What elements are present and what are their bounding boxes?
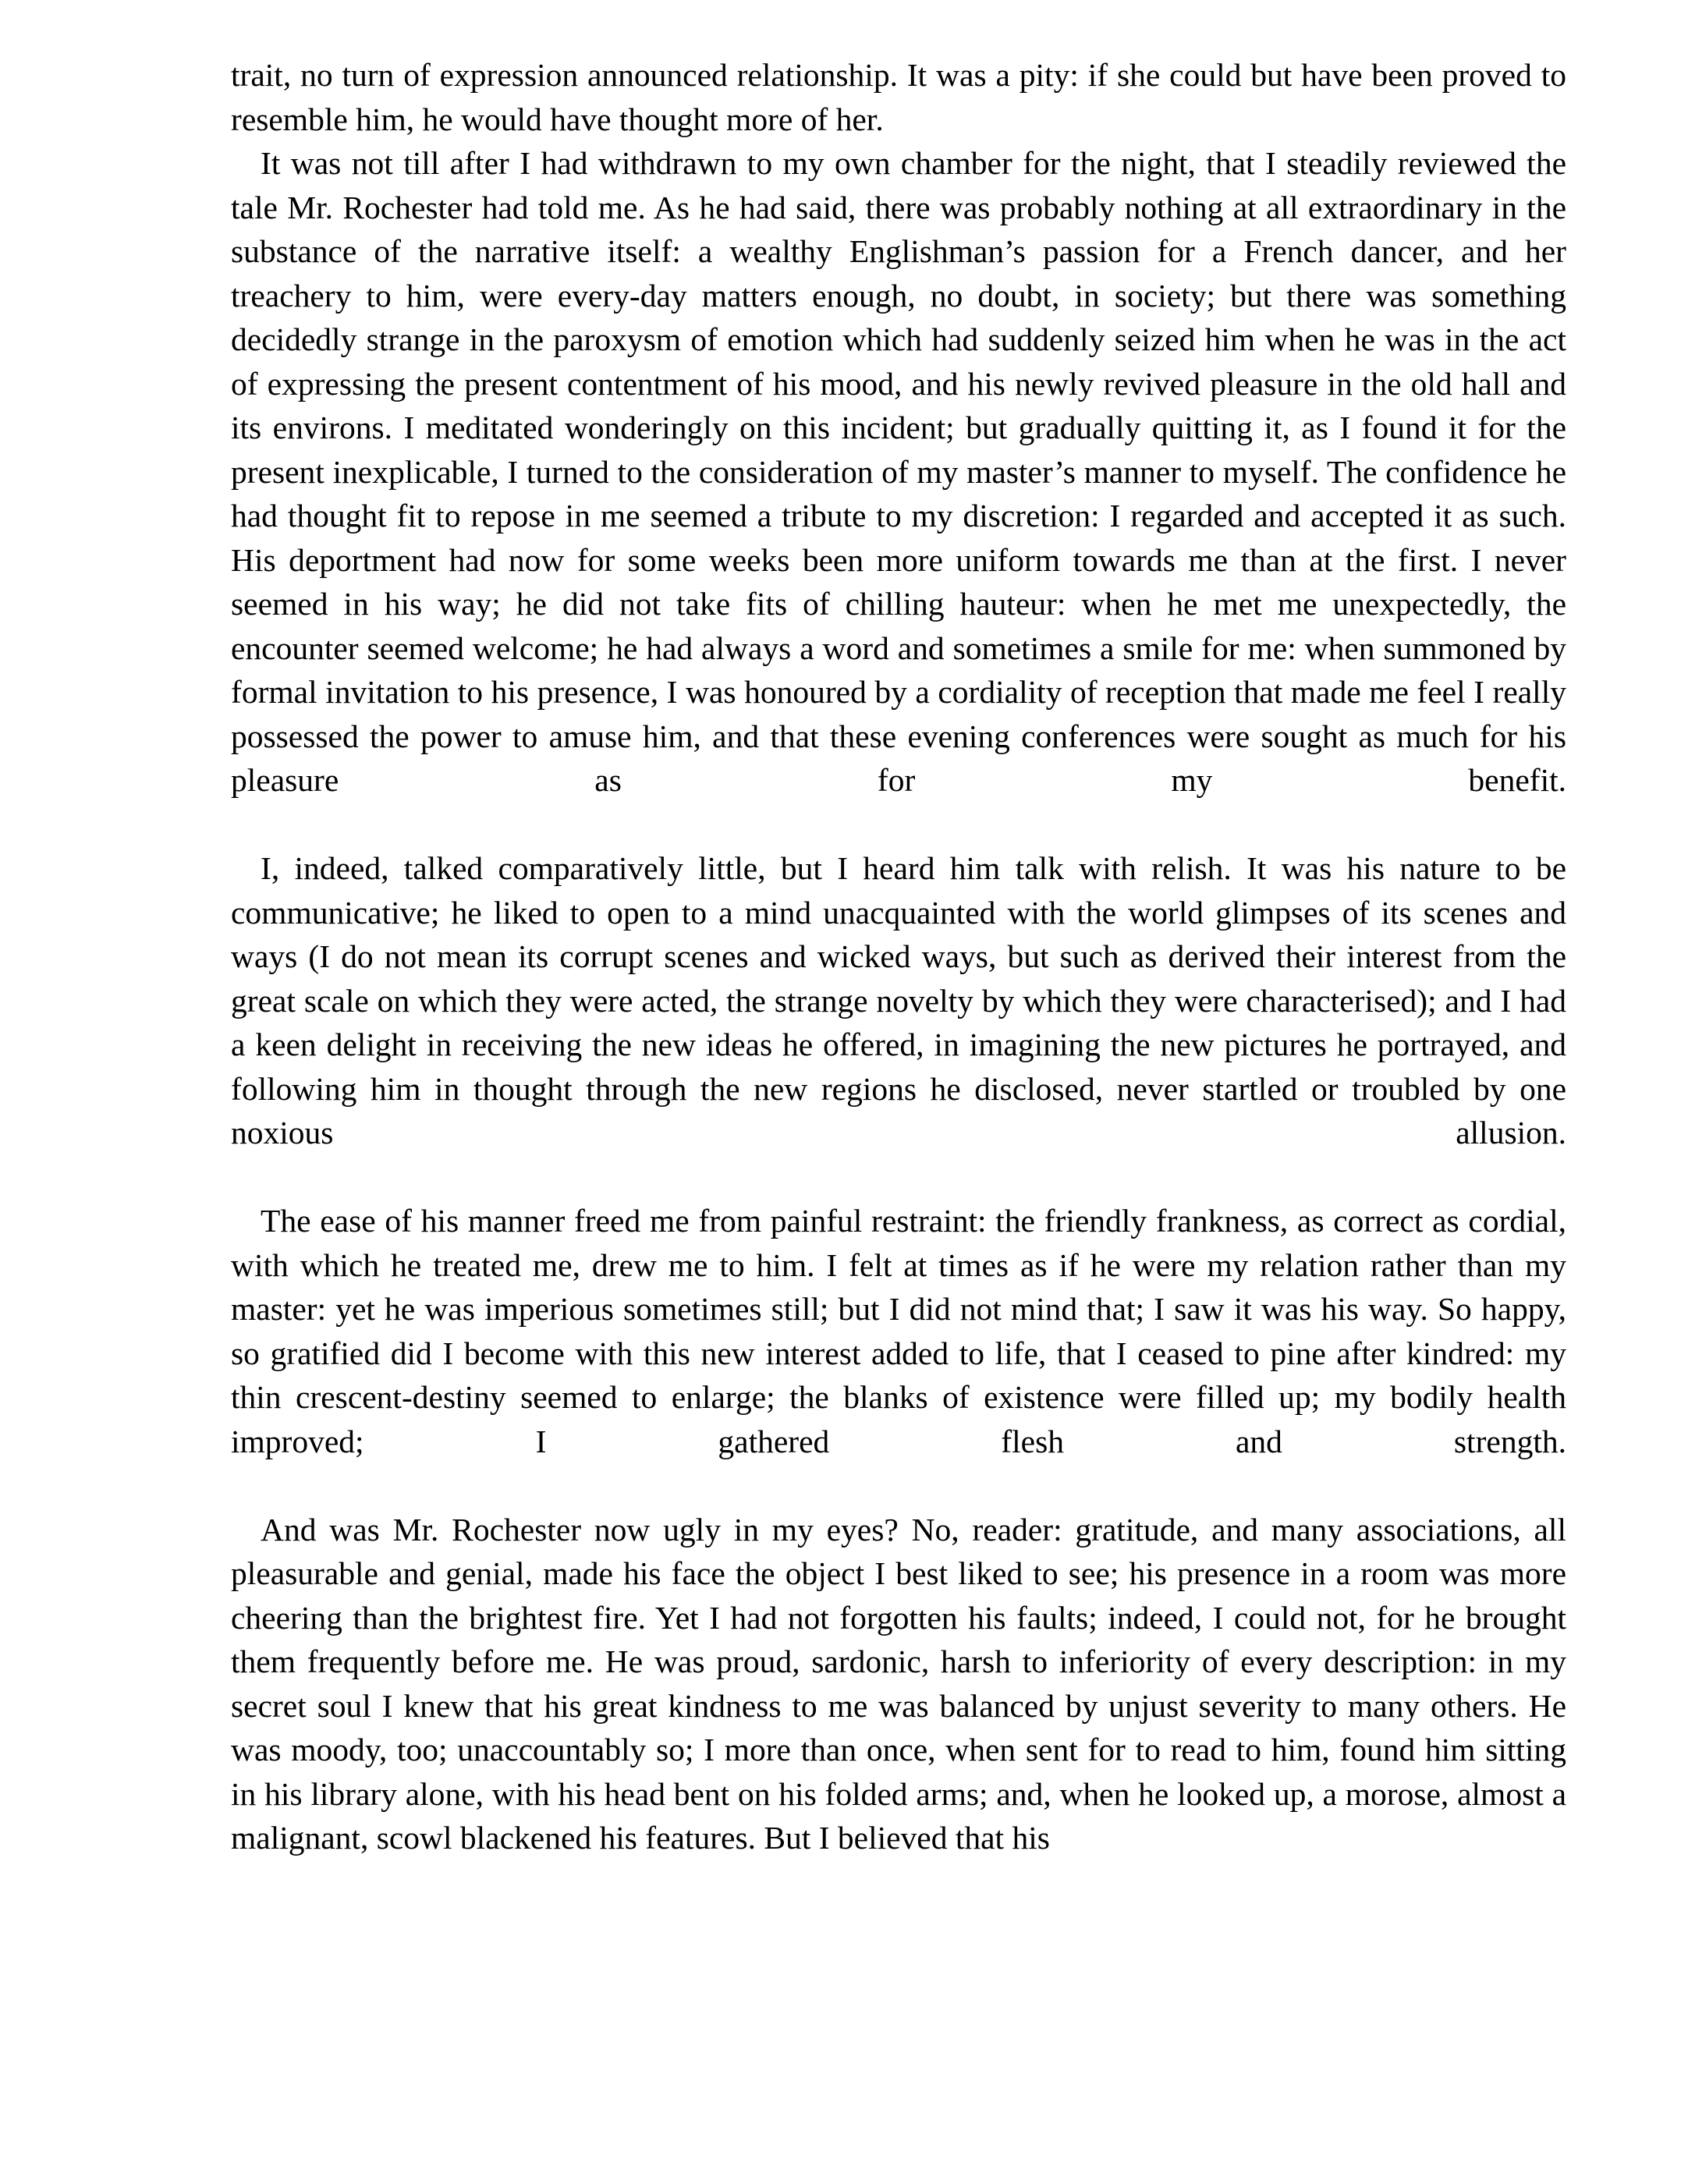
paragraph-3: I, indeed, talked comparatively little, but I heard him talk with relish. It was his nature to be communicative; he liked to open to a mind unacquainted with the world glimpses of its scenes and ways (I do not mean its corrupt scenes and wicked ways, but such as derived their interest from the great scale on which they were acted, the strange novelty by which they were characterised); and I had a keen delight in receiving the new ideas he offered, in imagining the new pictures he portrayed, and following him in thought through the new regions he disclosed, never startled or troubled by one noxious allusion.	[231, 850, 1566, 1150]
paragraph-2: It was not till after I had withdrawn to my own chamber for the night, that I steadily reviewed the tale Mr. Rochester had told me. As he had said, there was probably nothing at all extraordinary in the substance of the narrative itself: a wealthy Englishman’s passion for a French dancer, and her treachery to him, were every-day matters enough, no doubt, in society; but there was something decidedly strange in the paroxysm of emotion which had suddenly seized him when he was in the act of expressing the present contentment of his mood, and his newly revived pleasure in the old hall and its environs. I meditated wonderingly on this incident; but gradually quitting it, as I found it for the present inexplicable, I turned to the consideration of my master’s manner to myself. The confidence he had thought fit to repose in me seemed a tribute to my discretion: I regarded and accepted it as such. His deportment had now for some weeks been more uniform towards me than at the first. I never seemed in his way; he did not take fits of chilling hauteur: when he met me unexpectedly, the encounter seemed welcome; he had always a word and sometimes a smile for me: when summoned by formal invitation to his presence, I was honoured by a cordiality of reception that made me feel I really possessed the power to amuse him, and that these evening conferences were sought as much for his pleasure as for my benefit.	[231, 145, 1566, 798]
paragraph-5: And was Mr. Rochester now ugly in my eyes? No, reader: gratitude, and many associations, all pleasurable and genial, made his face the object I best liked to see; his presence in a room was more cheering than the brightest fire. Yet I had not forgotten his faults; indeed, I could not, for he brought them frequently before me. He was proud, sardonic, harsh to inferiority of every description: in my secret soul I knew that his great kindness to me was balanced by unjust severity to many others. He was moody, too; unaccountably so; I more than once, when sent for to read to him, found him sitting in his library alone, with his head bent on his folded arms; and, when he looked up, a morose, almost a malignant, scowl blackened his features. But I believed that his	[231, 1511, 1566, 1856]
paragraph-4: The ease of his manner freed me from painful restraint: the friendly frankness, as correct as cordial, with which he treated me, drew me to him. I felt at times as if he were my relation rather than my master: yet he was imperious sometimes still; but I did not mind that; I saw it was his way. So happy, so gratified did I become with this new interest added to life, that I ceased to pine after kindred: my thin crescent-destiny seemed to enlarge; the blanks of existence were filled up; my bodily health improved; I gathered flesh and strength.	[231, 1203, 1566, 1459]
body-text-column	[231, 53, 1566, 1860]
paragraph-1: trait, no turn of expression announced relationship. It was a pity: if she could but have been proved to resemble him, he would have thought more of her.	[231, 57, 1566, 137]
